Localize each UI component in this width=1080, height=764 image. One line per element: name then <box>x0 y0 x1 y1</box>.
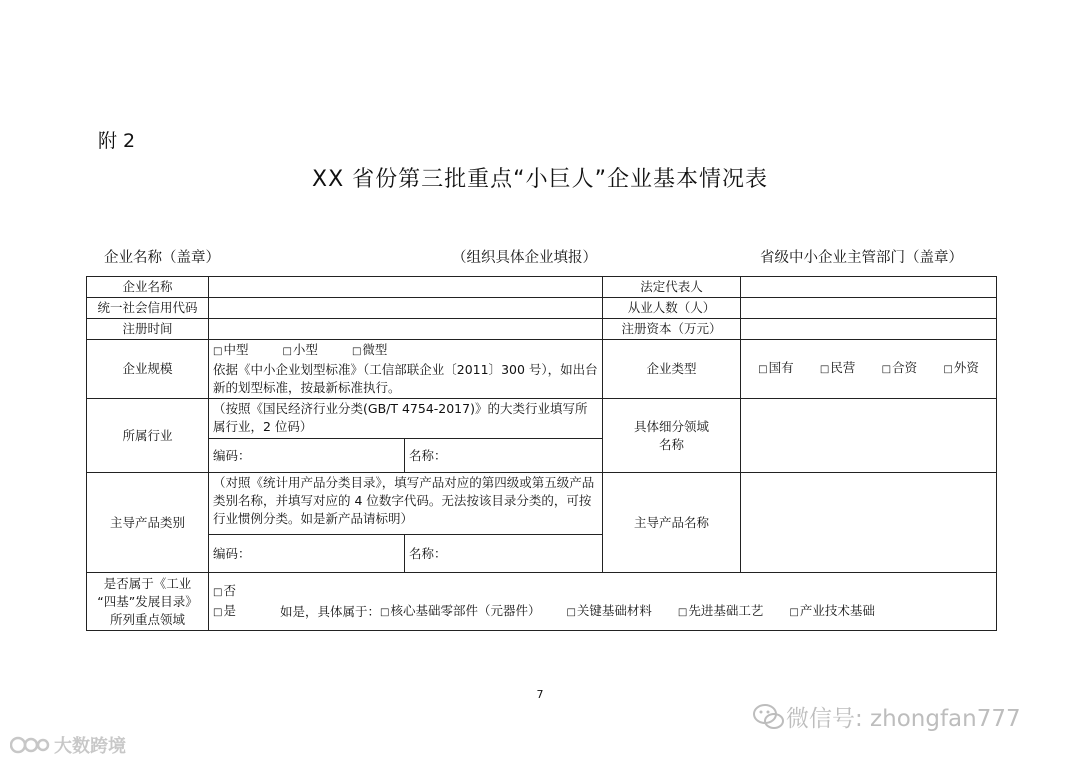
segment-label <box>603 399 741 473</box>
document-title: XX 省份第三批重点“小巨人”企业基本情况表 <box>312 167 768 192</box>
scale-option-medium[interactable]: □ 中型 <box>213 341 248 361</box>
annex-label: 附 2 <box>98 130 136 152</box>
pillar-option-core-parts[interactable]: □ 核心基础零部件（元器件） <box>380 602 540 622</box>
product-code-label: 编码： <box>213 545 251 561</box>
four-pillars-label-line2: “四基”发展目录》 <box>97 593 198 609</box>
industry-note: （按照《国民经济行业分类(GB/T 4754-2017)》的大类行业填写所属行业，2 位码） <box>209 399 603 439</box>
if-yes-text: 如是，具体属于： <box>279 603 380 619</box>
product-category-label: 主导产品类别 <box>87 473 209 573</box>
reg-capital-field[interactable] <box>741 319 997 340</box>
legal-rep-label: 法定代表人 <box>603 277 741 298</box>
pillar-option-advanced-process[interactable]: □ 先进基础工艺 <box>678 602 763 622</box>
scale-option-small[interactable]: □ 小型 <box>282 341 317 361</box>
reg-time-field[interactable] <box>209 319 603 340</box>
four-pillars-cell <box>209 573 997 631</box>
four-pillars-label <box>87 573 209 631</box>
product-note: （对照《统计用产品分类目录》，填写产品对应的第四级或第五级产品类别名称，并填写对应的 4 位数字代码。无法按该目录分类的，可按行业惯例分类。如是新产品请标明） <box>209 473 603 535</box>
wechat-icon <box>752 702 786 732</box>
credit-code-field[interactable] <box>209 298 603 319</box>
reg-capital-label: 注册资本（万元） <box>603 319 741 340</box>
segment-label-line2: 名称 <box>658 436 684 452</box>
segment-field[interactable] <box>741 399 997 473</box>
reg-time-label: 注册时间 <box>87 319 209 340</box>
scale-options <box>213 341 598 361</box>
watermark-right <box>752 700 1021 733</box>
credit-code-label: 统一社会信用代码 <box>87 298 209 319</box>
industry-label: 所属行业 <box>87 399 209 473</box>
pillar-option-key-materials[interactable]: □ 关键基础材料 <box>566 602 651 622</box>
legal-rep-field[interactable] <box>741 277 997 298</box>
product-cat-name-cell[interactable] <box>405 535 603 573</box>
enterprise-info-table <box>86 276 997 631</box>
company-name-label: 企业名称 <box>87 277 209 298</box>
type-option-state[interactable]: □ 国有 <box>758 359 793 379</box>
type-cell <box>741 340 997 399</box>
fill-note: （组织具体企业填报） <box>452 250 597 266</box>
type-option-private[interactable]: □ 民营 <box>820 359 855 379</box>
product-cat-name-label: 名称： <box>409 545 447 561</box>
scale-label: 企业规模 <box>87 340 209 399</box>
four-pillars-yes-option[interactable]: □ 是 <box>213 602 236 622</box>
brand-logo-icon <box>10 734 54 756</box>
scale-option-micro[interactable]: □ 微型 <box>352 341 387 361</box>
industry-name-label: 名称： <box>409 447 447 463</box>
product-code-cell[interactable] <box>209 535 405 573</box>
page-number: 7 <box>536 688 544 701</box>
segment-label-line1: 具体细分领域 <box>633 418 709 434</box>
industry-code-cell[interactable] <box>209 439 405 473</box>
product-name-field[interactable] <box>741 473 997 573</box>
watermark-right-text: 微信号: zhongfan777 <box>786 706 1021 732</box>
employees-field[interactable] <box>741 298 997 319</box>
employees-label: 从业人数（人） <box>603 298 741 319</box>
pillar-option-tech-foundation[interactable]: □ 产业技术基础 <box>789 602 874 622</box>
watermark-left-text: 大数跨境 <box>54 736 126 757</box>
industry-name-cell[interactable] <box>405 439 603 473</box>
four-pillars-no-option[interactable]: □ 否 <box>213 583 236 598</box>
scale-cell <box>209 340 603 399</box>
product-name-label: 主导产品名称 <box>603 473 741 573</box>
type-option-foreign[interactable]: □ 外资 <box>943 359 978 379</box>
four-pillars-label-line3: 所列重点领域 <box>109 611 185 627</box>
type-option-jv[interactable]: □ 合资 <box>882 359 917 379</box>
four-pillars-label-line1: 是否属于《工业 <box>103 575 192 591</box>
watermark-left <box>10 732 126 758</box>
dept-seal: 省级中小企业主管部门（盖章） <box>760 250 963 266</box>
scale-note: 依据《中小企业划型标准》（工信部联企业〔2011〕300 号），如出台新的划型标准，按最新标准执行。 <box>213 362 598 395</box>
type-label: 企业类型 <box>603 340 741 399</box>
company-name-seal: 企业名称（盖章） <box>104 250 220 266</box>
industry-code-label: 编码： <box>213 447 251 463</box>
company-name-field[interactable] <box>209 277 603 298</box>
